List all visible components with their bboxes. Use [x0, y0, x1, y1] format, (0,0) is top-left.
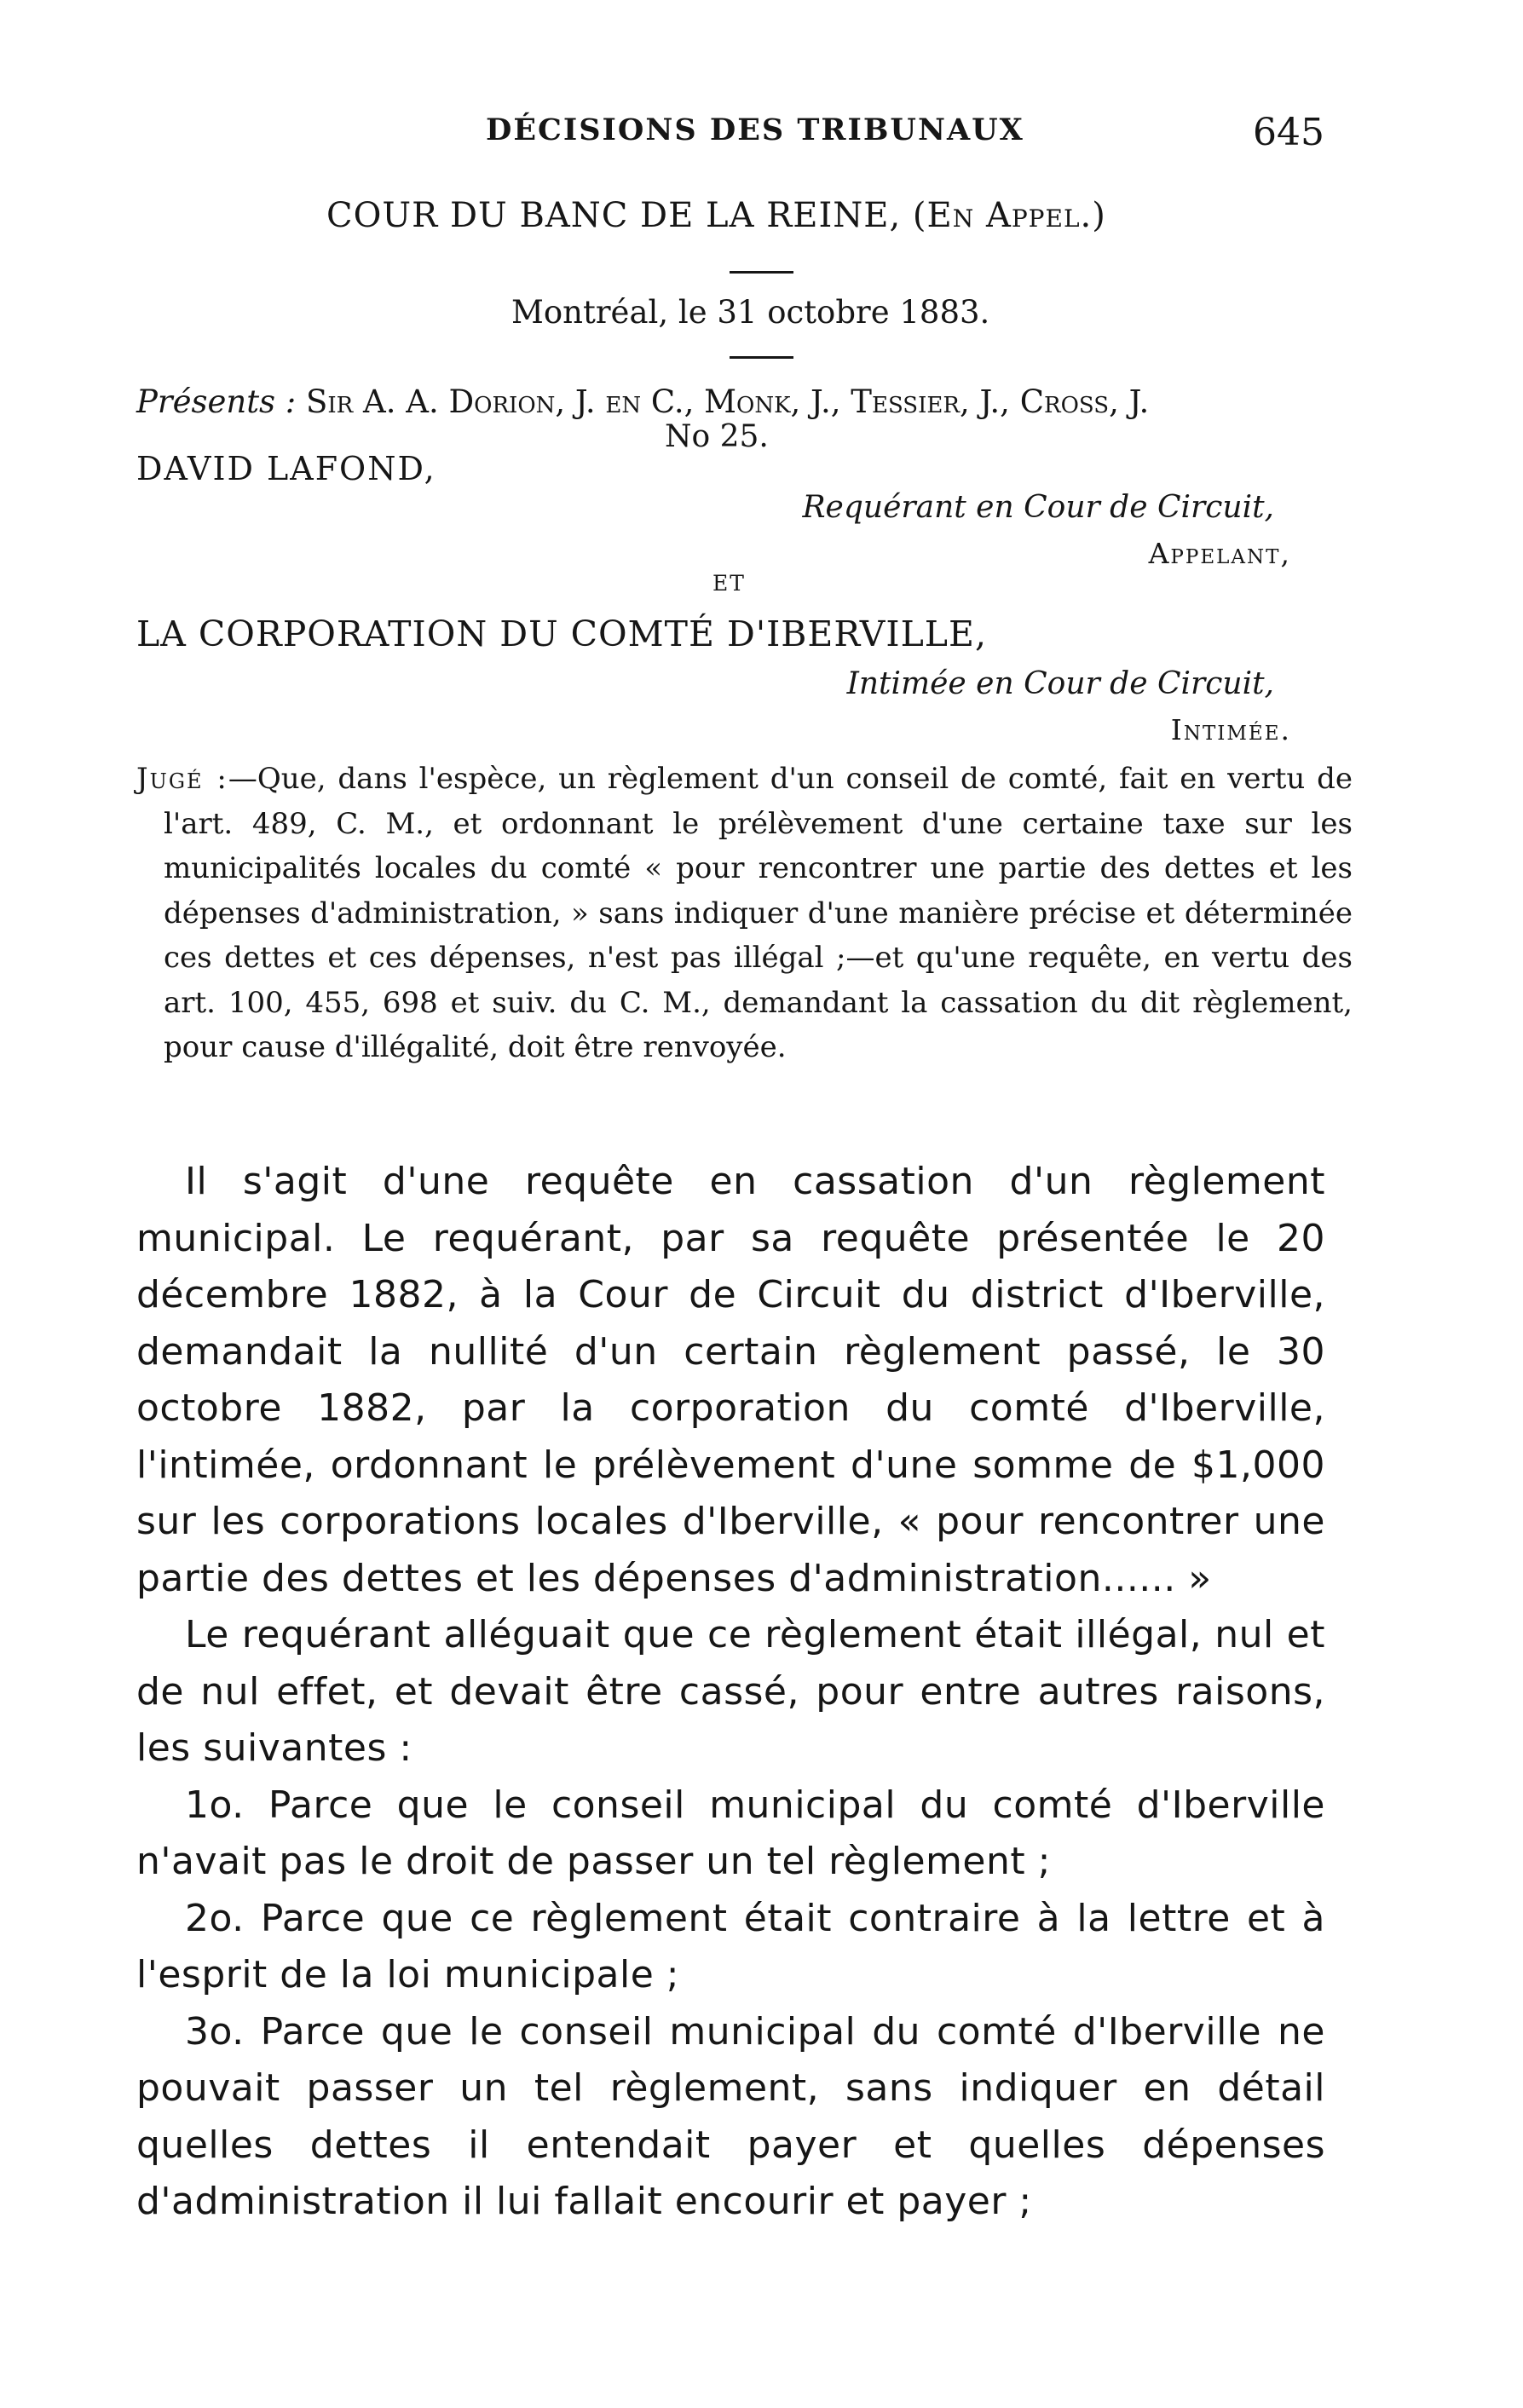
- respondent-role: Intimée en Cour de Circuit,: [846, 666, 1274, 701]
- appellant-name: DAVID LAFOND,: [136, 450, 436, 487]
- case-number: No 25.: [665, 419, 769, 454]
- headnote-text: —Que, dans l'espèce, un règlement d'un conseil de comté, fait en vertu de l'art. 489, C. M., et ordonnant le prélèvement d'une certaine taxe sur les municipalités locales du comté « pour rencontrer une partie des dettes et les dépenses d'administration, » sans indiquer d'une manière précise et déterminée ces dettes et ces dépenses, n'est pas illégal ;—et qu'une requête, en vertu des art. 100, 455, 698 et suiv. du C. M., demandant la cassation du dit règlement, pour cause d'illégalité, doit être renvoyée.: [164, 762, 1353, 1064]
- respondent-status: Intimée.: [1170, 713, 1291, 746]
- judges-line: [136, 383, 1149, 420]
- body-paragraph: 2o. Parce que ce règlement était contraire à la lettre et à l'esprit de la loi municipale ;: [136, 1896, 1325, 1996]
- body-paragraph: Il s'agit d'une requête en cassation d'un règlement municipal. Le requérant, par sa requête présentée le 20 décembre 1882, à la Cour de Circuit du district d'Iberville, demandait la nullité d'un certain règlement passé, le 30 octobre 1882, par la corporation du comté d'Iberville, l'intimée, ordonnant le prélèvement d'une somme de $1,000 sur les corporations locales d'Iberville, « pour rencontrer une partie des dettes et les dépenses d'administration...... »: [136, 1160, 1325, 1600]
- body-text: [136, 1154, 1325, 2231]
- headnote-label: Jugé :: [136, 762, 228, 796]
- body-paragraph: 3o. Parce que le conseil municipal du comté d'Iberville ne pouvait passer un tel règlement, sans indiquer en détail quelles dettes il entendait payer et quelles dépenses d'administration il lui fallait encourir et payer ;: [136, 2009, 1325, 2223]
- appellant-role: Requérant en Cour de Circuit,: [802, 490, 1274, 525]
- court-heading: COUR DU BANC DE LA REINE, (En Appel.): [326, 196, 1106, 235]
- separator-rule: [730, 356, 793, 359]
- appellant-status: Appelant,: [1148, 537, 1291, 570]
- judges-label: Présents :: [136, 383, 297, 420]
- parties-conjunction: ET: [712, 571, 746, 596]
- body-paragraph: 1o. Parce que le conseil municipal du comté d'Iberville n'avait pas le droit de passer un tel règlement ;: [136, 1783, 1325, 1883]
- decision-date: Montréal, le 31 octobre 1883.: [511, 294, 990, 331]
- respondent-name: LA CORPORATION DU COMTÉ D'IBERVILLE,: [136, 614, 987, 654]
- body-paragraph: Le requérant alléguait que ce règlement était illégal, nul et de nul effet, et devait être cassé, pour entre autres raisons, les suivantes :: [136, 1613, 1325, 1770]
- page-number: 645: [1253, 111, 1324, 154]
- running-title: DÉCISIONS DES TRIBUNAUX: [486, 112, 1024, 147]
- judges-names: Sir A. A. Dorion, J. en C., Monk, J., Tessier, J., Cross, J.: [306, 383, 1150, 420]
- headnote: [136, 757, 1353, 1070]
- separator-rule: [730, 271, 793, 274]
